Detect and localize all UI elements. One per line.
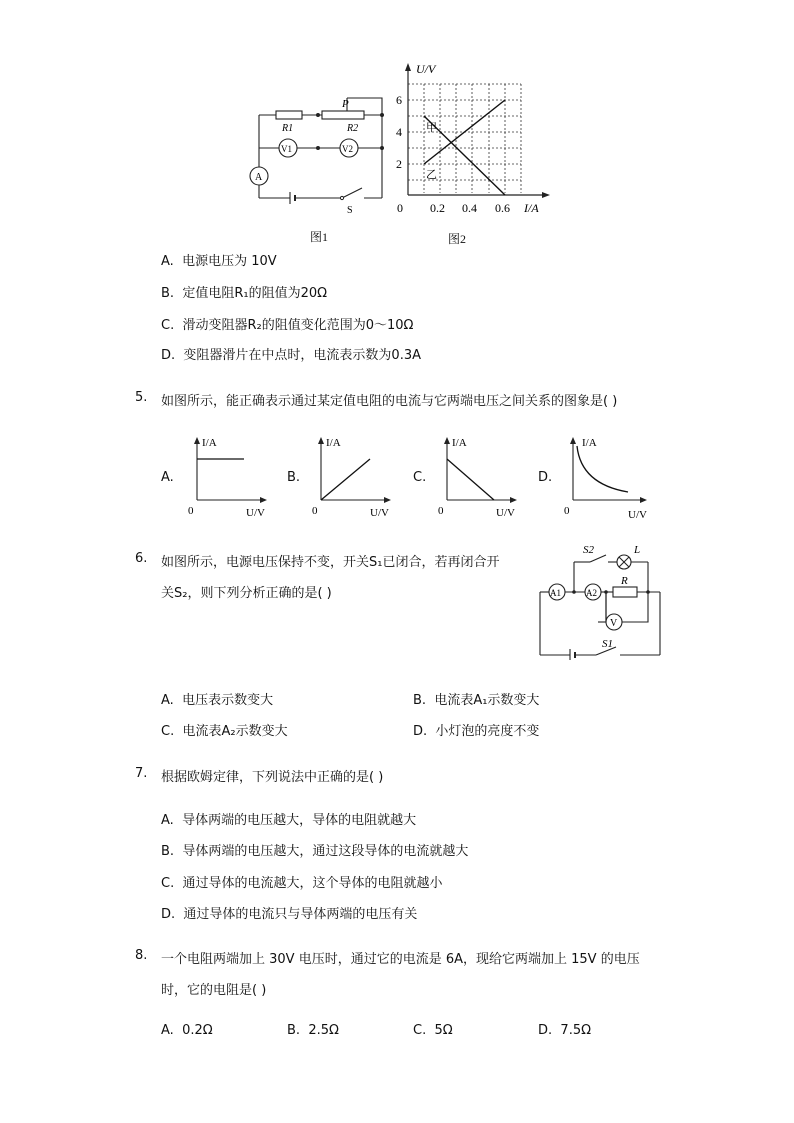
q6-option-c: C. 电流表A₂示数变大 <box>161 724 288 739</box>
q7-option-d: D. 通过导体的电流只与导体两端的电压有关 <box>161 907 418 922</box>
q8-option-d: D. 7.5Ω <box>538 1023 592 1038</box>
q5-letter-c: C. <box>413 470 427 485</box>
y-tick-6: 6 <box>396 93 402 107</box>
q5-graph-d <box>556 432 656 522</box>
q8-option-a: A. 0.2Ω <box>161 1023 213 1038</box>
q6-circuit <box>536 540 666 660</box>
label-s2: S2 <box>583 544 594 556</box>
label-ammeter: A <box>255 172 263 183</box>
q7-option-b: B. 导体两端的电压越大，通过这段导体的电流就越大 <box>161 844 469 859</box>
q6-option-a: A. 电压表示数变大 <box>161 693 274 708</box>
x-tick-0.6: 0.6 <box>495 201 510 215</box>
svg-text:I/A: I/A <box>452 437 467 449</box>
label-p: P <box>342 98 349 110</box>
svg-text:I/A: I/A <box>326 437 341 449</box>
fig1-caption: 图1 <box>310 230 329 244</box>
q6-option-b: B. 电流表A₁示数变大 <box>413 693 540 708</box>
y-axis-label: U/V <box>416 62 436 76</box>
figure-2-graph <box>392 60 562 220</box>
q5-letter-a: A. <box>161 470 174 485</box>
q4-option-b: B. 定值电阻R₁的阻值为20Ω <box>161 286 328 301</box>
x-tick-0.2: 0.2 <box>430 201 445 215</box>
x-tick-0.4: 0.4 <box>462 201 477 215</box>
q6-number: 6. <box>135 551 148 566</box>
label-v2: V2 <box>342 144 353 154</box>
q5-graph-c <box>430 432 520 522</box>
svg-text:I/A: I/A <box>202 437 217 449</box>
q8-number: 8. <box>135 948 148 963</box>
q4-option-d: D. 变阻器滑片在中点时，电流表示数为0.3A <box>161 348 421 363</box>
svg-text:0: 0 <box>438 505 444 517</box>
svg-text:U/V: U/V <box>628 509 647 521</box>
q5-text: 如图所示，能正确表示通过某定值电阻的电流与它两端电压之间关系的图象是( ) <box>161 394 618 409</box>
q5-letter-d: D. <box>538 470 553 485</box>
q7-option-c: C. 通过导体的电流越大，这个导体的电阻就越小 <box>161 876 443 891</box>
q7-number: 7. <box>135 766 148 781</box>
svg-text:0: 0 <box>188 505 194 517</box>
q6-line1: 如图所示，电源电压保持不变，开关S₁已闭合，若再闭合开 <box>161 555 500 570</box>
label-switch: S <box>347 205 353 216</box>
x-axis-label: I/A <box>524 201 539 215</box>
q8-option-b: B. 2.5Ω <box>287 1023 339 1038</box>
label-r: R <box>621 575 628 587</box>
label-r1: R1 <box>282 123 294 134</box>
svg-text:0: 0 <box>312 505 318 517</box>
label-yi: 乙 <box>426 169 437 181</box>
label-a2: A2 <box>586 588 597 598</box>
svg-text:I/A: I/A <box>582 437 597 449</box>
q6-option-d: D. 小灯泡的亮度不变 <box>413 724 540 739</box>
label-jia: 甲 <box>426 122 437 134</box>
y-tick-2: 2 <box>396 157 402 171</box>
label-v: V <box>610 618 618 629</box>
q5-graph-b <box>304 432 394 522</box>
svg-text:U/V: U/V <box>496 507 515 519</box>
svg-text:U/V: U/V <box>246 507 265 519</box>
q7-text: 根据欧姆定律，下列说法中正确的是( ) <box>161 770 384 785</box>
svg-text:U/V: U/V <box>370 507 389 519</box>
y-tick-4: 4 <box>396 125 402 139</box>
q8-option-c: C. 5Ω <box>413 1023 453 1038</box>
label-v1: V1 <box>281 144 292 154</box>
svg-text:0: 0 <box>564 505 570 517</box>
q6-line2: 关S₂，则下列分析正确的是( ) <box>161 586 332 601</box>
label-s1: S1 <box>602 638 613 650</box>
origin-label: 0 <box>397 201 403 215</box>
q8-line2: 时，它的电阻是( ) <box>161 983 267 998</box>
label-a1: A1 <box>550 588 561 598</box>
q4-option-a: A. 电源电压为 10V <box>161 254 277 269</box>
figure-1-circuit <box>240 92 400 218</box>
q5-letter-b: B. <box>287 470 301 485</box>
q5-number: 5. <box>135 390 148 405</box>
q8-line1: 一个电阻两端加上 30V 电压时，通过它的电流是 6A，现给它两端加上 15V 的电压 <box>161 952 640 967</box>
q5-graph-a <box>180 432 270 522</box>
label-r2: R2 <box>347 123 359 134</box>
q7-option-a: A. 导体两端的电压越大，导体的电阻就越大 <box>161 813 417 828</box>
q4-option-c: C. 滑动变阻器R₂的阻值变化范围为0～10Ω <box>161 318 414 333</box>
label-l: L <box>634 544 641 556</box>
fig2-caption: 图2 <box>448 232 467 246</box>
